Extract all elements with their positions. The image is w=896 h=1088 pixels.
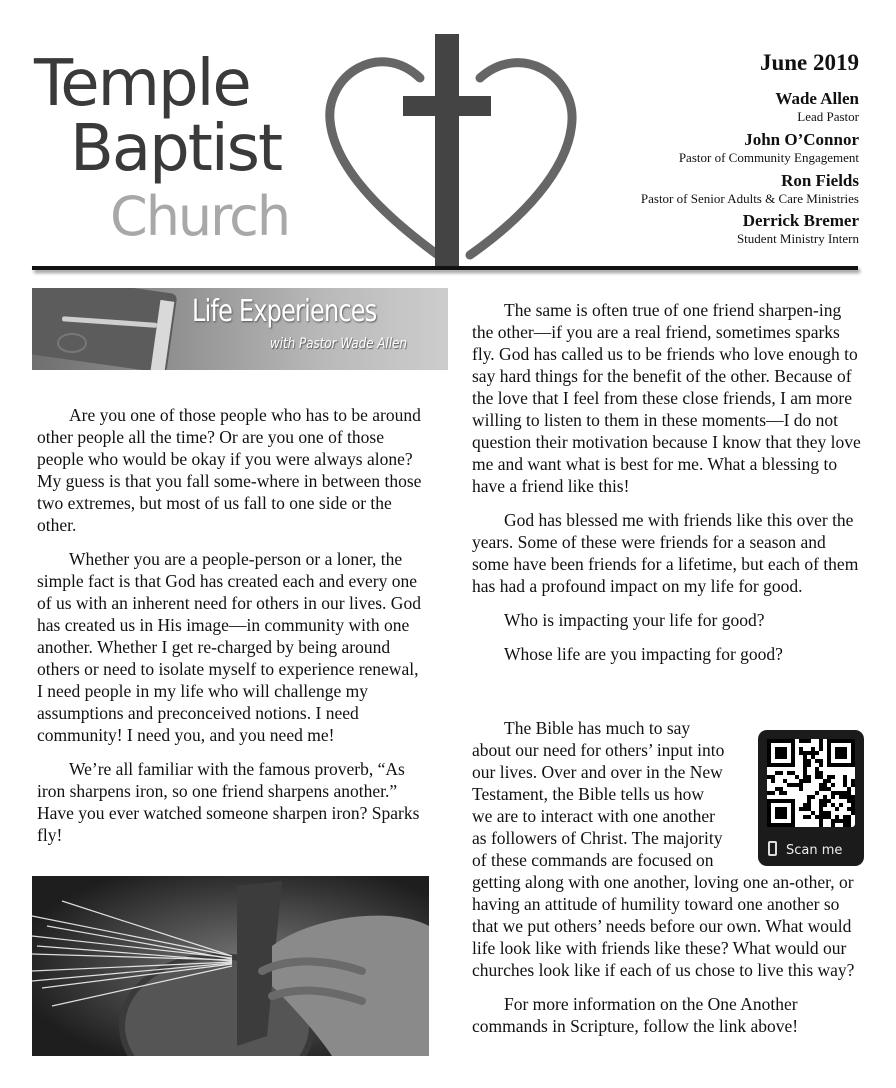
wrapped-line: we are to interact with one another (472, 806, 715, 826)
staff-role: Pastor of Community Engagement (678, 150, 859, 165)
logo-word-baptist: Baptist (70, 112, 282, 186)
qr-code-card[interactable] (758, 730, 864, 866)
paragraph: For more information on the One Another commands in Scripture, follow the link above! (472, 994, 799, 1036)
staff-entry (737, 211, 859, 247)
wrapped-line: Testament, the Bible tells us how (472, 784, 705, 804)
wrapped-line: about our need for others’ input into (472, 740, 725, 760)
wrapped-line: of these commands are focused on (472, 850, 714, 870)
column-banner (32, 288, 448, 370)
paragraph: God has blessed me with friends like this over the years. Some of these were friends for a season and some have been friends for a lifetime, but each of them has had a profound impact on my life for good. (472, 510, 859, 596)
staff-entry (679, 130, 859, 166)
wrapped-line: our lives. Over and over in the New (472, 762, 723, 782)
qr-code[interactable] (767, 739, 855, 827)
staff-role: Student Ministry Intern (736, 231, 859, 246)
staff-role: Lead Pastor (797, 109, 859, 124)
staff-entry (641, 171, 859, 207)
wrapped-line: The Bible has much to say (504, 718, 691, 738)
paragraph: Who is impacting your life for good? (504, 610, 765, 630)
staff-entry (775, 89, 859, 125)
article-right-column (472, 299, 862, 677)
grinding-sparks-photo (32, 876, 429, 1056)
staff-name: Wade Allen (775, 89, 859, 108)
masthead-divider (32, 266, 858, 270)
staff-name: John O’Connor (744, 130, 859, 149)
paragraph-continuation: getting along with one another, loving one an-other, or having an attitude of humility toward one another so that we put others’ needs before our own. What would life look like with friends like these? What would our churches look like if each of us chose to live this way? (472, 872, 855, 980)
banner-title: Life Experiences (192, 294, 377, 329)
paragraph: We’re all familiar with the famous proverb, “As iron sharpens iron, so one friend sharpens another.” Have you ever watched someone sharpen iron? Sparks fly! (37, 759, 420, 845)
staff-name: Ron Fields (781, 171, 859, 190)
logo-word-church: Church (110, 185, 290, 248)
staff-role: Pastor of Senior Adults & Care Ministries (640, 191, 859, 206)
phone-icon (768, 841, 777, 856)
notebook-pen-image (32, 288, 212, 370)
paragraph: Whose life are you impacting for good? (504, 644, 783, 664)
staff-name: Derrick Bremer (742, 211, 859, 230)
paragraph: Are you one of those people who has to be around other people all the time? Or are you one of those people who would be okay if you were always alone? My guess is that you fall some-where in between those two extremes, but most of us fall to one side or the other. (37, 405, 422, 535)
issue-date: June 2019 (759, 50, 859, 75)
article-left-column (37, 404, 422, 858)
scan-me-label: Scan me (786, 843, 843, 858)
paragraph: Whether you are a people-person or a loner, the simple fact is that God has created each and every one of us with an inherent need for others in our lives. God has created us in His image—in community with one another. Whether I get re-charged by being around others or need to isolate myself to experience renewal, I need people in my life who will challenge my assumptions and preconceived notions. I need community! I need you, and you need me! (37, 549, 421, 745)
paragraph: The same is often true of one friend sharpen-ing the other—if you are a real friend, sometimes sparks fly. God has called us to be friends who love enough to say hard things for the benefit of the other. Because of the love that I feel from these close friends, I am more willing to listen to them in these moments—I do not question their motivation because I know that they love me and want what is best for me. What a blessing to have a friend like this! (472, 300, 861, 496)
qr-code-pattern (767, 739, 855, 827)
heart-cross-emblem (320, 30, 580, 268)
banner-subtitle: with Pastor Wade Allen (270, 336, 408, 352)
logo-word-temple: Temple (34, 47, 250, 121)
wrapped-line: as followers of Christ. The majority (472, 828, 723, 848)
